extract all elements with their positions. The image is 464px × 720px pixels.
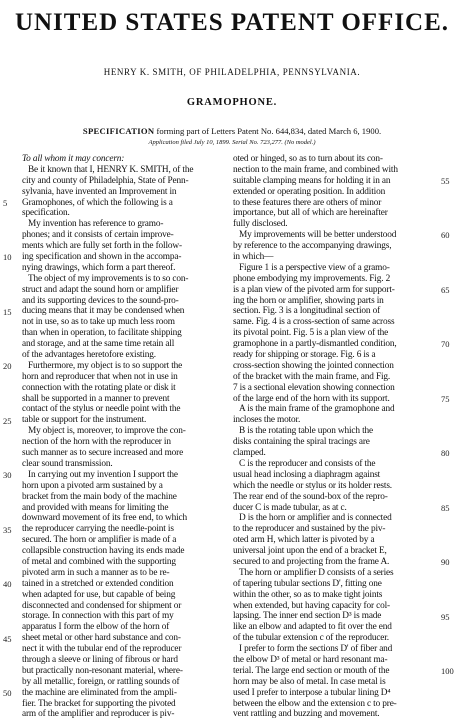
- text-line: oted arm H, which latter is pivoted by a: [233, 535, 375, 546]
- text-line: through a sleeve or lining of fibrous or hard: [22, 654, 178, 665]
- text-line: table or support for the instrument.: [22, 415, 147, 426]
- filing-line: Application filed July 10, 1899. Serial No. 723,277. (No model.): [148, 139, 316, 146]
- text-line: C is the reproducer and consists of the: [239, 458, 376, 469]
- text-line: the reproducer carrying the needle-point is: [22, 524, 174, 535]
- text-line: The rear end of the sound-box of the repro-: [233, 491, 388, 502]
- text-line: terial. The large end section or mouth of the: [233, 665, 390, 676]
- text-line: disks containing the spiral tracings are: [233, 437, 370, 448]
- text-line: than when in operation, to facilitate shipping: [22, 328, 182, 339]
- line-number: 75: [441, 393, 450, 404]
- line-number: 40: [3, 579, 12, 590]
- text-line: in which—: [233, 252, 274, 263]
- text-line: importance, but all of which are hereinafter: [233, 208, 388, 219]
- text-line: sheet metal or other hard substance and con-: [22, 633, 181, 644]
- text-line: Figure 1 is a perspective view of a gramo-: [239, 262, 390, 273]
- text-line: ing the horn or amplifier, showing parts in: [233, 295, 384, 306]
- text-line: used I prefer to interpose a tubular lining D⁴: [233, 687, 391, 698]
- text-line: such manner as to secure increased and more: [22, 448, 184, 459]
- text-line: nection to the main frame, and combined with: [233, 164, 398, 175]
- office-title: UNITED STATES PATENT OFFICE.: [14, 9, 450, 36]
- text-line: A is the main frame of the gramophone and: [239, 404, 395, 415]
- text-line: phones; and it consists of certain improve-: [22, 230, 174, 241]
- text-line: lapsing. The inner end section D³ is made: [233, 611, 382, 622]
- text-line: and storage, and at the same time retain all: [22, 339, 175, 350]
- text-line: sylvania, have invented an Improvement in: [22, 186, 177, 197]
- line-number: 85: [441, 502, 450, 513]
- text-line: clear sound transmission.: [22, 458, 113, 469]
- text-line: usual head inclosing a diaphragm against: [233, 469, 381, 480]
- line-number: 65: [441, 284, 450, 295]
- text-line: vent rattling and buzzing and movement.: [233, 709, 380, 720]
- line-number: 15: [3, 306, 12, 317]
- text-line: collapsible construction having its ends made: [22, 546, 185, 557]
- text-line: fier. The bracket for supporting the pivoted: [22, 698, 176, 709]
- line-number: 5: [3, 197, 8, 208]
- text-line: My improvements will be better understood: [239, 230, 397, 241]
- text-line: horn and reproducer that when not in use in: [22, 371, 178, 382]
- text-line: when adapted for use, but capable of being: [22, 589, 176, 600]
- text-line: to the reproducer and sustained by the piv-: [233, 524, 386, 535]
- text-line: which the needle or stylus or its holder rests.: [233, 480, 392, 491]
- text-line: ready for shipping or storage. Fig. 6 is a: [233, 350, 376, 361]
- text-line: like an elbow and adapted to fit over the end: [233, 622, 392, 633]
- text-line: of metal and combined with the supporting: [22, 556, 176, 567]
- text-line: of the tubular extension c of the reproducer.: [233, 633, 389, 644]
- text-line: extended or operating position. In addition: [233, 186, 386, 197]
- text-line: of the advantages heretofore existing.: [22, 350, 156, 361]
- line-number: 95: [441, 611, 450, 622]
- text-line: ducing means that it may be condensed when: [22, 306, 185, 317]
- text-line: Furthermore, my object is to so support the: [28, 360, 183, 371]
- text-line: My object is, moreover, to improve the con-: [28, 426, 186, 437]
- text-line: 7 is a sectional elevation showing connection: [233, 382, 395, 393]
- text-line: between the elbow and the extension c to pre-: [233, 698, 397, 709]
- text-line: storage. In connection with this part of my: [22, 611, 174, 622]
- inventor-line: HENRY K. SMITH, OF PHILADELPHIA, PENNSYLVANIA.: [103, 67, 361, 77]
- text-line: arm of the amplifier and reproducer is piv-: [22, 709, 175, 720]
- text-line: and its supporting devices to the sound-pro-: [22, 295, 179, 306]
- text-line: suitable clamping means for holding it in an: [233, 175, 391, 186]
- text-line: phone embodying my improvements. Fig. 2: [233, 273, 391, 284]
- text-line: In carrying out my invention I support the: [28, 469, 178, 480]
- text-line: contact of the stylus or needle point with the: [22, 404, 181, 415]
- text-line: Be it known that I, HENRY K. SMITH, of the: [28, 164, 194, 175]
- text-line: tained in a stretched or extended condition: [22, 578, 174, 589]
- line-number: 10: [3, 252, 12, 263]
- text-line: horn upon a pivoted arm sustained by a: [22, 480, 163, 491]
- text-line: secured. The horn or amplifier is made of a: [22, 535, 177, 546]
- specification-rest: forming part of Letters Patent No. 644,834, dated March 6, 1900.: [154, 126, 382, 136]
- line-number: 50: [3, 688, 12, 699]
- line-number: 90: [441, 557, 450, 568]
- line-number: 45: [3, 633, 12, 644]
- text-line: its pivotal point. Fig. 5 is a plan view of the: [233, 328, 389, 339]
- line-number: 80: [441, 448, 450, 459]
- text-line: city and county of Philadelphia, State of Penn-: [22, 175, 189, 186]
- text-line: cross-section showing the jointed connection: [233, 360, 394, 371]
- text-line: connection with the rotating plate or disk it: [22, 382, 176, 393]
- line-number: 25: [3, 415, 12, 426]
- text-line: shall be supported in a manner to prevent: [22, 393, 170, 404]
- text-line: of the bracket with the main frame, and Fig.: [233, 371, 391, 382]
- text-line: ing specification and shown in the accompa-: [22, 252, 182, 263]
- text-line: D is the horn or amplifier and is connected: [239, 513, 392, 524]
- text-line: nection of the horn with the reproducer in: [22, 437, 171, 448]
- line-number: 60: [441, 230, 450, 241]
- invention-title: GRAMOPHONE.: [186, 97, 278, 108]
- text-line: the elbow D³ of metal or hard resonant ma-: [233, 654, 388, 665]
- text-line: To all whom it may concern:: [22, 154, 125, 164]
- text-line: specification.: [22, 208, 70, 219]
- text-line: ducer C is made tubular, as at c.: [233, 502, 347, 513]
- text-line: not in use, so as to take up much less room: [22, 317, 175, 328]
- text-line: incloses the motor.: [233, 415, 301, 426]
- line-number: 35: [3, 524, 12, 535]
- text-line: and provided with means for limiting the: [22, 502, 169, 513]
- line-number: 70: [441, 339, 450, 350]
- text-line: gramophone in a partly-dismantled condition,: [233, 339, 397, 350]
- text-line: fully disclosed.: [233, 219, 288, 230]
- text-line: disconnected and condensed for shipment or: [22, 600, 182, 611]
- text-line: horn may be also of metal. In case metal is: [233, 676, 386, 687]
- text-line: B is the rotating table upon which the: [239, 426, 373, 437]
- text-line: I prefer to form the sections D' of fiber and: [239, 644, 393, 655]
- text-line: Gramophones, of which the following is a: [22, 197, 173, 208]
- text-line: section. Fig. 3 is a longitudinal section of: [233, 306, 381, 317]
- text-line: universal joint upon the end of a bracket E,: [233, 546, 387, 557]
- text-line: within the other, so as to make tight joints: [233, 589, 383, 600]
- text-line: ments which are fully set forth in the follow-: [22, 241, 182, 252]
- line-number: 20: [3, 361, 12, 372]
- text-line: clamped.: [233, 448, 266, 459]
- text-line: to these features there are others of minor: [233, 197, 382, 208]
- text-line: same. Fig. 4 is a cross-section of same across: [233, 317, 395, 328]
- text-line: but practically non-resonant material, where-: [22, 665, 183, 676]
- text-line: is a plan view of the pivoted arm for support-: [233, 284, 395, 295]
- line-number: 100: [441, 666, 454, 677]
- text-line: oted or hinged, so as to turn about its con-: [233, 154, 383, 164]
- text-line: when extended, but having capacity for col-: [233, 600, 390, 611]
- specification-lead: SPECIFICATION: [82, 126, 155, 136]
- text-line: of tapering tubular sections D', fitting one: [233, 578, 382, 589]
- text-line: by all metallic, foreign, or rattling sounds of: [22, 676, 180, 687]
- text-line: pivoted arm in such a manner as to be re-: [22, 567, 170, 578]
- text-line: of the large end of the horn with its support.: [233, 393, 390, 404]
- specification-line: [0, 126, 464, 136]
- left-text-column: [22, 154, 219, 720]
- text-line: The horn or amplifier D consists of a series: [239, 567, 394, 578]
- text-line: The object of my improvements is to so con-: [28, 273, 189, 284]
- line-number: 55: [441, 175, 450, 186]
- text-line: secured to and projecting from the frame A.: [233, 556, 390, 567]
- text-line: by reference to the accompanying drawings,: [233, 241, 392, 252]
- text-line: nying drawings, which form a part thereof.: [22, 262, 176, 273]
- right-text-column: [233, 154, 430, 720]
- text-line: My invention has reference to gramo-: [28, 219, 164, 230]
- text-line: downward movement of its free end, to which: [22, 513, 187, 524]
- text-line: bracket from the main body of the machine: [22, 491, 177, 502]
- text-line: nect it with the tubular end of the reproducer: [22, 644, 182, 655]
- line-number: 30: [3, 470, 12, 481]
- text-line: struct and adapt the sound horn or amplifier: [22, 284, 179, 295]
- text-line: apparatus I form the elbow of the horn of: [22, 622, 170, 633]
- text-line: the machine are eliminated from the ampli-: [22, 687, 177, 698]
